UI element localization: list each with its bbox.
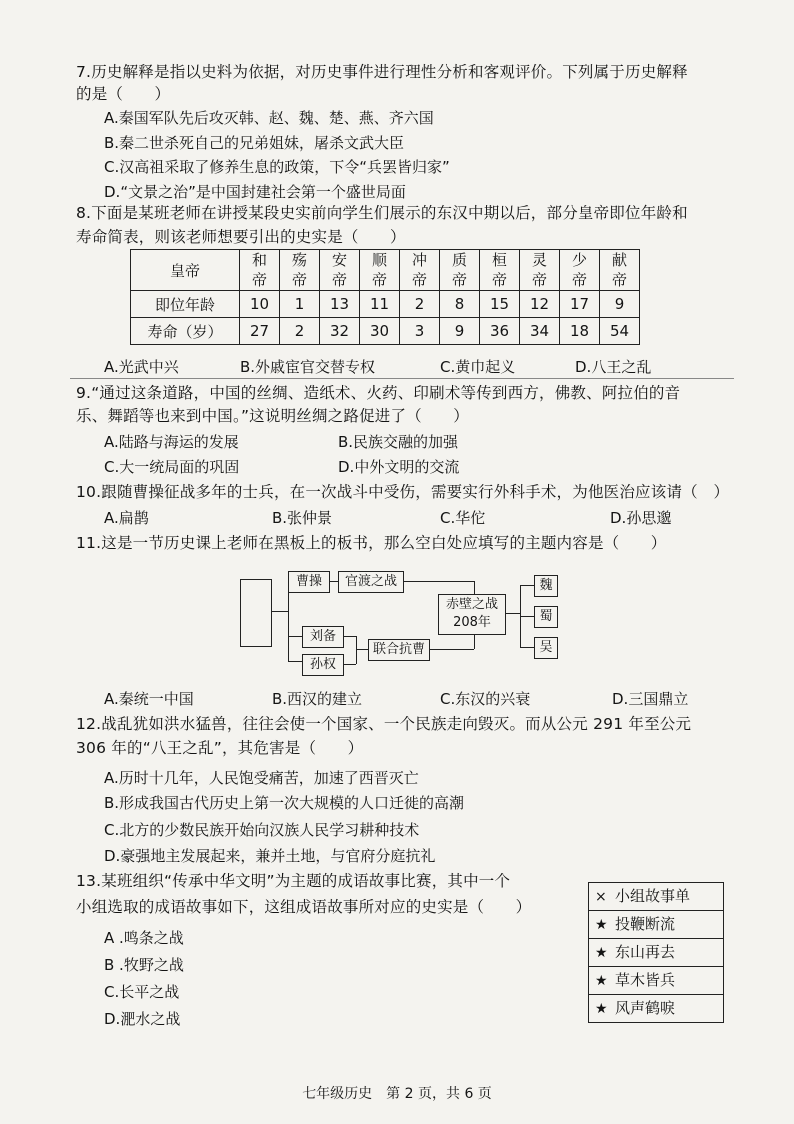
q8-stem-line1: 8.下面是某班老师在讲授某段史实前向学生们展示的东汉中期以后，部分皇帝即位年龄和: [76, 204, 688, 222]
q9-option-c: C.大一统局面的巩固: [104, 458, 240, 476]
connector-line: [474, 581, 475, 595]
q13-stem-line1: 13.某班组织“传承中华文明”为主题的成语故事比赛，其中一个: [76, 872, 511, 890]
q13-option-b: B .牧野之战: [104, 956, 184, 974]
q7-option-a: A.秦国军队先后攻灭韩、赵、魏、楚、燕、齐六国: [104, 109, 434, 127]
emperor-cell: 灵 帝: [520, 250, 560, 291]
table-cell: 36: [480, 318, 520, 345]
table-cell: 34: [520, 318, 560, 345]
connector-line: [330, 581, 338, 582]
q12-option-b: B.形成我国古代历史上第一次大规模的人口迁徙的高潮: [104, 794, 465, 812]
q13-option-d: D.淝水之战: [104, 1010, 181, 1028]
emperor-cell: 和 帝: [240, 250, 280, 291]
wei-box: 魏: [534, 575, 558, 597]
q11-option-c: C.东汉的兴衰: [440, 690, 531, 708]
connector-line: [356, 636, 357, 664]
q12-option-a: A.历时十几年，人民饱受痛苦，加速了西晋灭亡: [104, 769, 419, 787]
table-cell: 8: [440, 291, 480, 318]
table-cell: 30: [360, 318, 400, 345]
accession-age-row: [131, 291, 640, 318]
idiom-item: ★ 草木皆兵: [589, 967, 723, 995]
connector-line: [272, 611, 288, 612]
idiom-item: ★ 风声鹤唳: [589, 995, 723, 1022]
table-cell: 32: [320, 318, 360, 345]
connector-line: [506, 613, 520, 614]
idiom-list-title: × 小组故事单: [589, 883, 723, 911]
lifespan-label: 寿命（岁）: [131, 318, 240, 345]
alliance-box: 联合抗曹: [368, 639, 430, 661]
connector-line: [404, 581, 474, 582]
connector-line: [520, 585, 534, 586]
emperor-cell: 顺 帝: [360, 250, 400, 291]
q10-option-c: C.华佗: [440, 509, 486, 527]
star-icon: ★: [595, 973, 608, 989]
emperor-cell: 桓 帝: [480, 250, 520, 291]
table-cell: 15: [480, 291, 520, 318]
q7-stem-line1: 7.历史解释是指以史料为依据，对历史事件进行理性分析和客观评价。下列属于历史解释: [76, 63, 688, 81]
caocao-box: 曹操: [288, 571, 330, 593]
table-cell: 17: [560, 291, 600, 318]
q7-option-b: B.秦二世杀死自己的兄弟姐妹，屠杀文武大臣: [104, 134, 405, 152]
q8-option-c: C.黄巾起义: [440, 358, 516, 376]
connector-line: [356, 649, 368, 650]
q9-stem-line2: 乐、舞蹈等也来到中国。”这说明丝绸之路促进了（ ）: [76, 407, 469, 425]
emperor-cell: 殇 帝: [280, 250, 320, 291]
q12-stem-line2: 306 年的“八王之乱”，其危害是（ ）: [76, 739, 364, 757]
q12-option-c: C.北方的少数民族开始向汉族人民学习耕种技术: [104, 821, 420, 839]
connector-line: [288, 581, 289, 661]
q9-option-d: D.中外文明的交流: [338, 458, 460, 476]
q10-option-b: B.张仲景: [272, 509, 333, 527]
sunquan-box: 孙权: [302, 654, 344, 676]
table-cell: 13: [320, 291, 360, 318]
idiom-item: ★ 投鞭断流: [589, 911, 723, 939]
star-icon: ★: [595, 945, 608, 961]
section-divider: [70, 378, 734, 379]
q9-stem-line1: 9.“通过这条道路，中国的丝绸、造纸术、火药、印刷术等传到西方，佛教、阿拉伯的音: [76, 384, 681, 402]
connector-line: [288, 661, 302, 662]
idiom-story-list: [588, 882, 724, 1023]
star-icon: ★: [595, 917, 608, 933]
wu-box: 吴: [534, 637, 558, 659]
q13-option-a: A .鸣条之战: [104, 929, 184, 947]
chibi-box: [438, 594, 506, 635]
table-cell: 27: [240, 318, 280, 345]
q9-option-b: B.民族交融的加强: [338, 433, 459, 451]
star-icon: ★: [595, 1001, 608, 1017]
q9-option-a: A.陆路与海运的发展: [104, 433, 239, 451]
idiom-item: ★ 东山再去: [589, 939, 723, 967]
connector-line: [344, 636, 356, 637]
connector-line: [474, 633, 475, 649]
table-cell: 18: [560, 318, 600, 345]
q11-option-a: A.秦统一中国: [104, 690, 194, 708]
table-cell: 11: [360, 291, 400, 318]
table-cell: 10: [240, 291, 280, 318]
blank-topic-box: [240, 579, 272, 647]
q11-option-d: D.三国鼎立: [612, 690, 689, 708]
table-cell: 9: [600, 291, 640, 318]
q8-option-a: A.光武中兴: [104, 358, 179, 376]
q12-option-d: D.豪强地主发展起来，兼并土地，与官府分庭抗礼: [104, 847, 436, 865]
table-cell: 2: [400, 291, 440, 318]
q12-stem-line1: 12.战乱犹如洪水猛兽，往往会使一个国家、一个民族走向毁灭。而从公元 291 年至公元: [76, 715, 692, 733]
q13-option-c: C.长平之战: [104, 983, 180, 1001]
emperor-cell: 安 帝: [320, 250, 360, 291]
emperor-cell: 质 帝: [440, 250, 480, 291]
q8-stem-line2: 寿命简表，则该老师想要引出的史实是（ ）: [76, 228, 406, 246]
connector-line: [344, 664, 356, 665]
table-cell: 1: [280, 291, 320, 318]
emperor-header-label: 皇帝: [131, 250, 240, 291]
table-cell: 54: [600, 318, 640, 345]
connector-line: [430, 649, 474, 650]
shu-box: 蜀: [534, 606, 558, 628]
q7-stem-line2: 的是（ ）: [76, 85, 171, 103]
connector-line: [520, 647, 534, 648]
q7-option-c: C.汉高祖采取了修养生息的政策，下令“兵罢皆归家”: [104, 158, 450, 176]
emperor-cell: 冲 帝: [400, 250, 440, 291]
q10-option-a: A.扁鹊: [104, 509, 149, 527]
emperor-table: [130, 249, 640, 345]
q11-stem: 11.这是一节历史课上老师在黑板上的板书，那么空白处应填写的主题内容是（ ）: [76, 534, 667, 552]
guandu-box: 官渡之战: [338, 571, 404, 593]
chibi-year: 208年: [453, 615, 491, 630]
q13-stem-line2: 小组选取的成语故事如下，这组成语故事所对应的史实是（ ）: [76, 898, 532, 916]
accession-age-label: 即位年龄: [131, 291, 240, 318]
lifespan-row: [131, 318, 640, 345]
table-cell: 12: [520, 291, 560, 318]
emperor-cell: 献 帝: [600, 250, 640, 291]
chibi-label: 赤壁之战: [445, 597, 498, 612]
page-footer: 七年级历史 第 2 页，共 6 页: [302, 1086, 492, 1102]
q8-option-d: D.八王之乱: [575, 358, 652, 376]
q8-option-b: B.外戚宦官交替专权: [240, 358, 376, 376]
q11-option-b: B.西汉的建立: [272, 690, 363, 708]
liubei-box: 刘备: [302, 626, 344, 648]
q10-option-d: D.孙思邈: [610, 509, 672, 527]
cross-icon: ×: [595, 889, 607, 905]
table-cell: 2: [280, 318, 320, 345]
table-cell: 3: [400, 318, 440, 345]
emperor-cell: 少 帝: [560, 250, 600, 291]
connector-line: [288, 636, 302, 637]
q7-option-d: D.“文景之治”是中国封建社会第一个盛世局面: [104, 183, 406, 201]
q10-stem: 10.跟随曹操征战多年的士兵，在一次战斗中受伤，需要实行外科手术，为他医治应该请（ ）: [76, 483, 730, 501]
connector-line: [520, 616, 534, 617]
emperor-header-row: [131, 250, 640, 291]
table-cell: 9: [440, 318, 480, 345]
